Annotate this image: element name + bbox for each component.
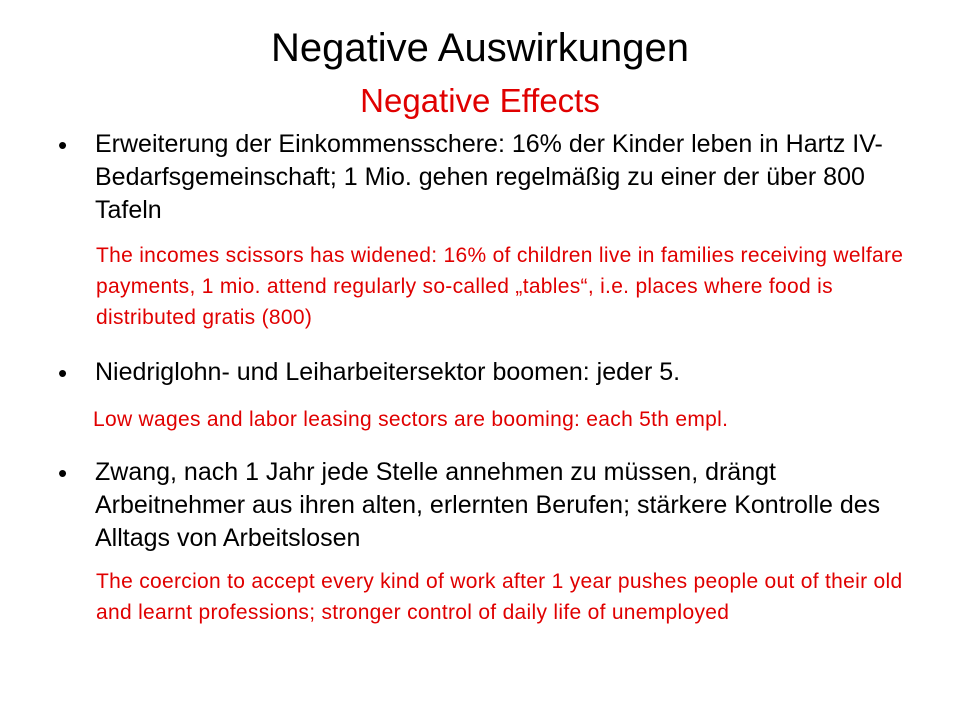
bullet-1-english: The incomes scissors has widened: 16% of children live in families receiving welfare payments, 1 mio. attend regularly so-called „tables“, i.e. places where food is distributed gratis (800) [96,244,904,329]
bullet-dot-1: • [58,130,68,160]
bullet-3-german: Zwang, nach 1 Jahr jede Stelle annehmen zu müssen, drängt Arbeitnehmer aus ihren alten, erlernten Berufen; stärkere Kontrolle des Alltags von Arbeitslosen [95,458,881,552]
bullet-1-german: Erweiterung der Einkommensschere: 16% der Kinder leben in Hartz IV-Bedarfsgemeinschaft; 1 Mio. gehen regelmäßig zu einer der über 800 Tafeln [95,130,883,224]
bullet-dot-2: • [58,358,68,388]
bullet-2-german: Niedriglohn- und Leiharbeitersektor boomen: jeder 5. [95,358,681,386]
bullet-dot-3: • [58,458,68,488]
bullet-2-english: Low wages and labor leasing sectors are booming: each 5th empl. [93,408,729,431]
slide-title: Negative Auswirkungen [270,26,690,70]
slide-subtitle: Negative Effects [360,82,600,119]
bullet-3-english: The coercion to accept every kind of work after 1 year pushes people out of their old and learnt professions; stronger control of daily life of unemployed [96,570,903,624]
